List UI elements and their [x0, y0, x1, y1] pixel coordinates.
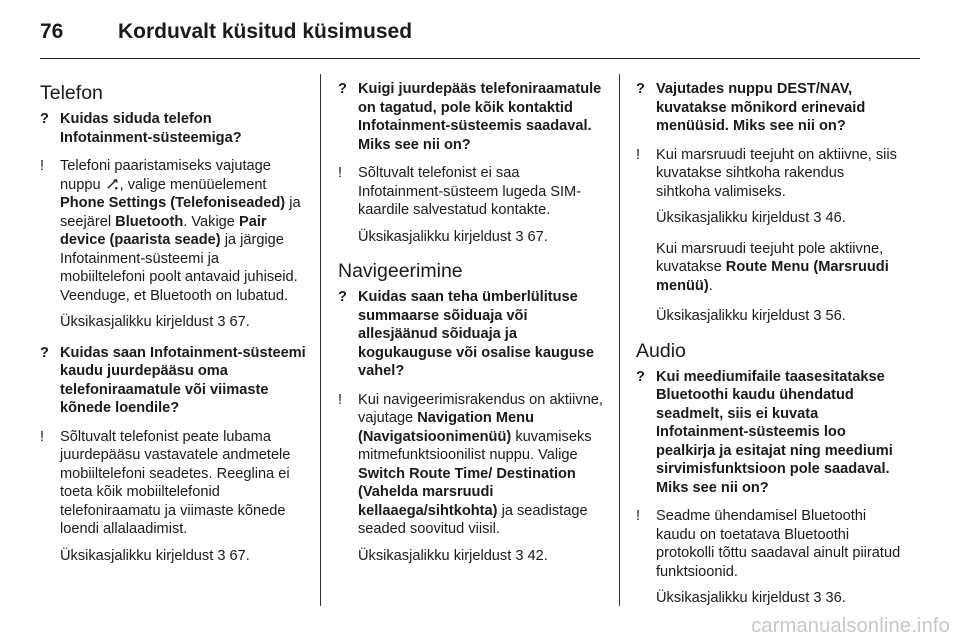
answer-icon: ! — [338, 165, 343, 181]
reference-page: 67. — [229, 547, 250, 564]
answer-contacts-missing — [338, 164, 604, 220]
column-divider-2 — [619, 74, 620, 606]
answer-text — [358, 391, 604, 539]
section-title-audio: Audio — [636, 339, 686, 362]
answer-dest-nav-menus — [636, 146, 902, 202]
question-contacts-missing — [338, 80, 604, 154]
section-title-navigeerimine: Navigeerimine — [338, 260, 463, 282]
question-icon: ? — [338, 289, 347, 305]
answer-pair-phone — [40, 157, 306, 305]
question-icon: ? — [40, 111, 49, 127]
question-bluetooth-media — [636, 368, 902, 498]
reference-page: 67. — [527, 228, 548, 245]
reference-page: 56. — [825, 308, 846, 324]
column-3 — [636, 80, 902, 620]
reference — [358, 547, 604, 566]
running-title: Korduvalt küsitud küsimused — [118, 20, 413, 43]
question-text: Kuigi juurdepääs telefoniraamatule on tagatud, pole kõik kontaktid Infotainment-süsteemis saadaval. Miks see nii on? — [358, 81, 602, 153]
reference — [60, 313, 306, 332]
reference-arrow-icon: 3 — [515, 228, 524, 245]
answer-icon: ! — [636, 146, 641, 163]
menu-item-switch-route-time: Switch Route Time/ Destination (Vahelda marsruudi kellaaega/sihtkohta) — [358, 465, 576, 519]
answer-segment: ja seadistage seaded soovitud viisil. — [358, 502, 588, 537]
menu-item-bluetooth: Bluetooth — [115, 213, 184, 230]
answer-segment: Telefoni paaristamiseks vajutage nuppu — [60, 158, 271, 193]
page-number: 76 — [40, 20, 64, 43]
answer-text: Kui marsruudi teejuht on aktiivne, siis kuvatakse sihtkoha rakendus sihtkoha valimiseks. — [656, 146, 897, 200]
answer-text — [60, 157, 306, 305]
reference — [656, 589, 902, 608]
reference-text: Üksikasjalikku kirjeldust — [358, 228, 512, 245]
question-route-time-toggle — [338, 288, 604, 381]
answer-segment: . Vakige — [183, 213, 235, 230]
reference-arrow-icon: 3 — [515, 547, 524, 564]
column-1 — [40, 80, 306, 577]
answer-icon: ! — [338, 391, 343, 408]
reference-arrow-icon: 3 — [217, 547, 226, 564]
question-dest-nav-menus — [636, 80, 902, 136]
answer-phonebook-access — [40, 428, 306, 539]
section-title-telefon: Telefon — [40, 82, 103, 104]
reference-arrow-icon: 3 — [813, 308, 822, 324]
question-pair-phone — [40, 110, 306, 147]
answer-segment: . — [708, 277, 713, 294]
reference-page: 42. — [527, 547, 548, 564]
question-text: Vajutades nuppu DEST/NAV, kuvatakse mõnikord erinevaid menüüsid. Miks see nii on? — [656, 81, 866, 134]
reference-text: Üksikasjalikku kirjeldust — [656, 210, 810, 226]
watermark: carmanualsonline.info — [751, 615, 950, 637]
question-icon: ? — [636, 81, 645, 97]
answer-segment: kuvamiseks mitmefunktsioonilist nuppu. Valige — [358, 428, 592, 463]
page-header — [40, 8, 920, 56]
reference-arrow-icon: 3 — [813, 590, 822, 606]
reference-text: Üksikasjalikku kirjeldust — [358, 547, 512, 564]
answer-text: Seadme ühendamisel Bluetoothi kaudu on toetatava Bluetoothi protokolli tõttu saadaval ainult piiratud funktsioonid. — [656, 508, 901, 580]
question-phonebook-access — [40, 344, 306, 418]
reference-text: Üksikasjalikku kirjeldust — [60, 314, 214, 330]
answer-segment: ja seejärel — [60, 195, 301, 230]
question-text: Kuidas saan Infotainment-süsteemi kaudu juurdepääsu oma telefoniraamatule või viimaste kõnede loendile? — [60, 344, 306, 416]
answer-icon: ! — [40, 428, 45, 445]
question-icon: ? — [40, 344, 49, 361]
question-text: Kui meediumifaile taasesitatakse Bluetoothi kaudu ühendatud seadmelt, siis ei kuvata Infotainment-süsteemis loo pealkirja ja esitajat ning meediumi sirvimisfunktsioon pole saadaval. Miks see nii on? — [656, 368, 893, 496]
reference-arrow-icon: 3 — [813, 210, 822, 226]
answer-segment: , valige menüüelement — [119, 176, 267, 193]
column-divider-1 — [320, 74, 321, 606]
answer-icon: ! — [40, 158, 45, 174]
reference-text: Üksikasjalikku kirjeldust — [60, 547, 214, 564]
reference-text: Üksikasjalikku kirjeldust — [656, 590, 810, 606]
header-rule — [40, 58, 920, 59]
reference — [656, 209, 902, 228]
answer-segment: Kui navigeerimisrakendus on aktiivne, vajutage — [358, 391, 603, 426]
reference-page: 46. — [825, 210, 846, 226]
menu-item-pair-device: Pair device (paarista seade) — [60, 213, 267, 248]
question-icon: ? — [338, 81, 347, 97]
question-icon: ? — [636, 368, 645, 385]
reference — [358, 228, 604, 247]
reference — [656, 307, 902, 326]
menu-item-phone-settings: Phone Settings (Telefoniseaded) — [60, 195, 286, 211]
answer-segment: Kui marsruudi teejuht pole aktiivne, kuvatakse — [656, 240, 884, 275]
answer-route-time-toggle — [338, 391, 604, 539]
question-text: Kuidas siduda telefon Infotainment-süsteemiga? — [60, 111, 242, 146]
menu-item-navigation-menu: Navigation Menu (Navigatsioonimenüü) — [358, 410, 535, 445]
answer-segment: ja järgige Infotainment-süsteemi ja mobiiltelefoni poolt antavaid juhiseid. Veenduge, et Bluetooth on lubatud. — [60, 232, 298, 304]
reference — [60, 547, 306, 566]
reference-page: 36. — [825, 590, 846, 606]
answer-paragraph — [656, 240, 902, 296]
phone-key-icon — [105, 177, 120, 192]
reference-arrow-icon: 3 — [217, 314, 226, 330]
menu-item-route-menu: Route Menu (Marsruudi menüü) — [656, 259, 889, 294]
answer-bluetooth-media — [636, 507, 902, 581]
reference-page: 67. — [229, 314, 250, 330]
answer-text: Sõltuvalt telefonist peate lubama juurdepääsu vastavatele andmetele mobiiltelefoni seadetes. Reeglina ei toeta kõik mobiiltelefonid telefoniraamatu ja viimaste kõnede loendi allalaadimist. — [60, 428, 291, 537]
question-text: Kuidas saan teha ümberlülituse summaarse sõiduaja või allesjäänud sõiduaja ja kogukauguse või osalise kauguse vahel? — [358, 289, 595, 379]
answer-text: Sõltuvalt telefonist ei saa Infotainment-süsteem lugeda SIM-kaardile salvestatud kontakte. — [358, 165, 582, 218]
answer-icon: ! — [636, 508, 641, 524]
column-2 — [338, 80, 604, 577]
reference-text: Üksikasjalikku kirjeldust — [656, 308, 810, 324]
